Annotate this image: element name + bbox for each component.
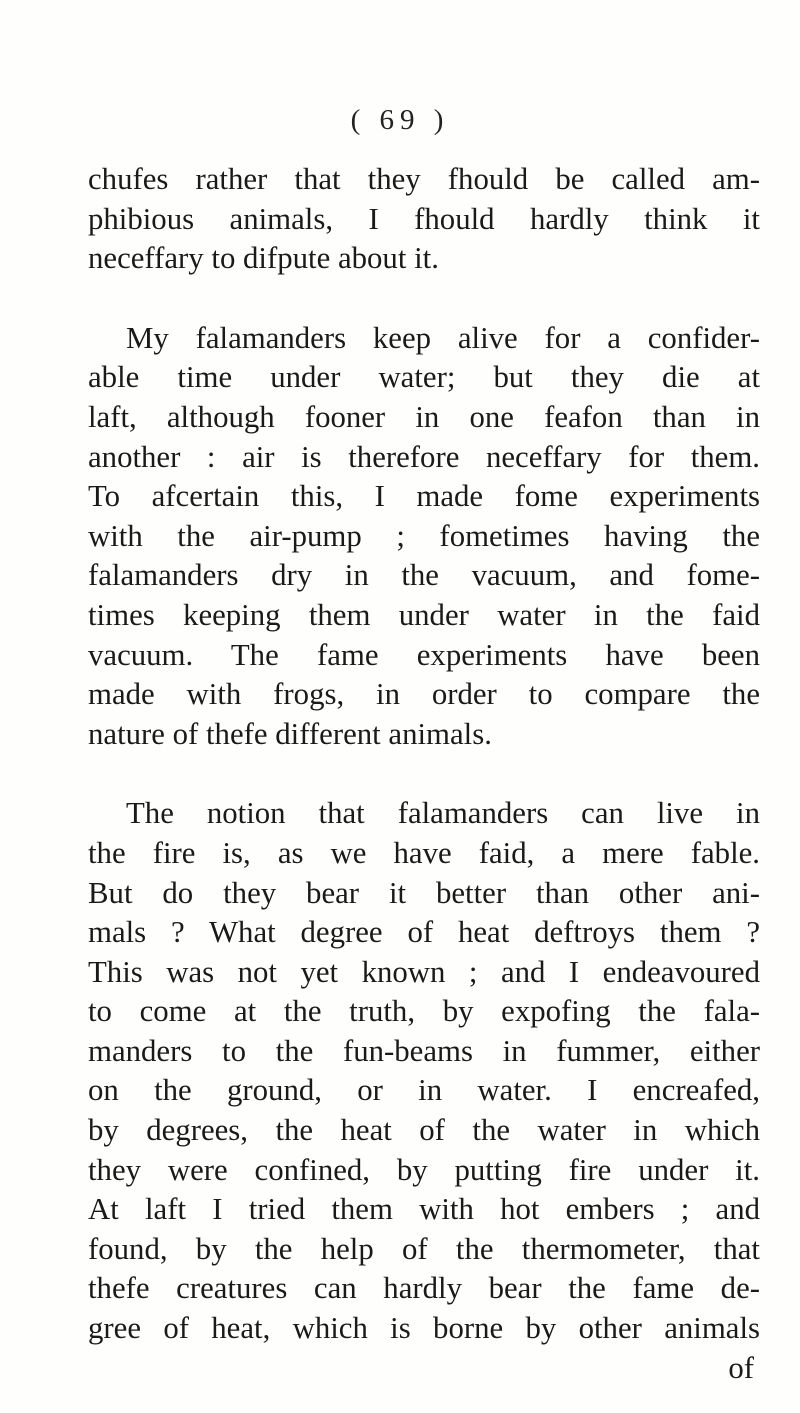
text-line: nature of thefe different animals.	[88, 716, 492, 751]
text-line: the fire is, as we have faid, a mere fable.	[88, 835, 760, 870]
catchword: of	[728, 1350, 754, 1385]
text-line: This was not yet known ; and I endeavoured	[88, 954, 760, 989]
paragraph-1	[88, 160, 760, 279]
text-line: gree of heat, which is borne by other animals	[88, 1311, 760, 1346]
body-text	[88, 160, 760, 1388]
paragraph-3	[88, 794, 760, 1388]
text-line: laft, although fooner in one feafon than in	[88, 399, 760, 434]
text-line: thefe creatures can hardly bear the fame de-	[88, 1271, 760, 1306]
text-line: The notion that falamanders can live in	[126, 796, 760, 831]
text-line: phibious animals, I fhould hardly think it	[88, 201, 760, 236]
text-line: to come at the truth, by expofing the fala-	[88, 994, 760, 1029]
text-line: chufes rather that they fhould be called am-	[88, 162, 760, 196]
paragraph-2	[88, 319, 760, 755]
text-line: neceffary to difpute about it.	[88, 241, 439, 276]
text-line: At laft I tried them with hot embers ; and	[88, 1192, 760, 1227]
text-line: by degrees, the heat of the water in which	[88, 1113, 760, 1148]
text-line: found, by the help of the thermometer, that	[88, 1231, 760, 1266]
text-line: they were confined, by putting fire under it.	[88, 1152, 760, 1187]
text-line: To afcertain this, I made fome experiments	[88, 479, 760, 514]
text-line: manders to the fun-beams in fummer, either	[88, 1033, 760, 1068]
text-line: But do they bear it better than other ani-	[88, 875, 760, 910]
text-line: on the ground, or in water. I encreafed,	[88, 1073, 760, 1108]
text-line: mals ? What degree of heat deftroys them ?	[88, 915, 760, 950]
page-number: ( 69 )	[350, 104, 450, 136]
text-line: another : air is therefore neceffary for them.	[88, 439, 760, 474]
text-line: falamanders dry in the vacuum, and fome-	[88, 558, 760, 593]
text-line: able time under water; but they die at	[88, 360, 760, 395]
text-line: My falamanders keep alive for a confider-	[126, 320, 760, 355]
text-line: with the air-pump ; fometimes having the	[88, 518, 760, 553]
text-line: vacuum. The fame experiments have been	[88, 637, 760, 672]
text-line: made with frogs, in order to compare the	[88, 677, 760, 712]
text-line: times keeping them under water in the faid	[88, 597, 760, 632]
